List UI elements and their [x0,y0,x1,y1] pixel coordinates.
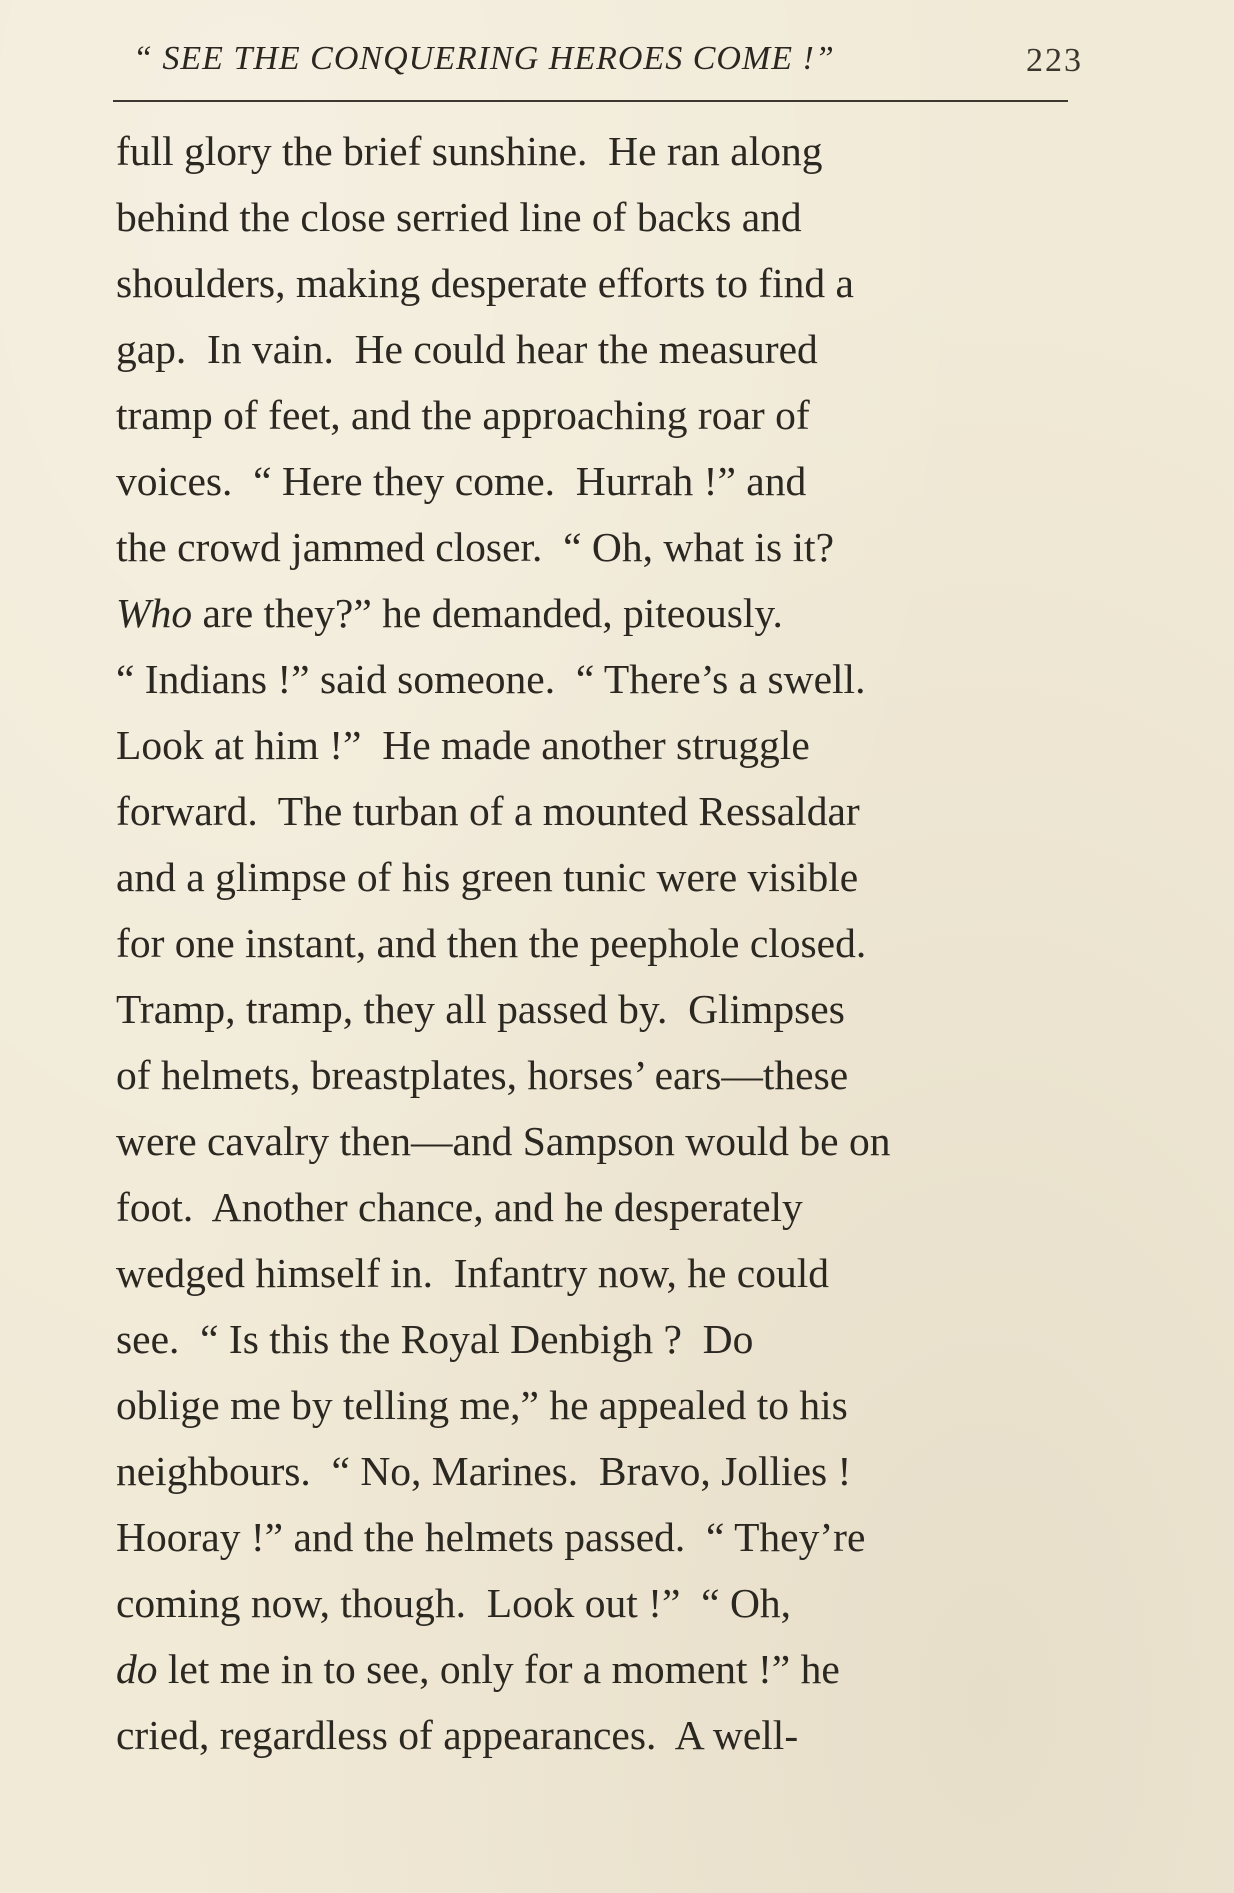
running-title: “ SEE THE CONQUERING HEROES COME !” [133,40,835,77]
text-segment: full glory the brief sunshine. He ran along [116,128,823,174]
text-segment: are they?” he demanded, piteously. [192,590,783,636]
text-segment: “ Indians !” said someone. “ There’s a swell. [116,656,866,702]
text-line [116,1372,1068,1438]
text-segment: Hooray !” and the helmets passed. “ They’re [116,1514,866,1560]
text-segment: oblige me by telling me,” he appealed to his [116,1382,848,1428]
body-text [116,118,1068,1768]
page-number: 223 [1026,42,1083,79]
text-line [116,1042,1068,1108]
text-line [116,778,1068,844]
text-segment: see. “ Is this the Royal Denbigh ? Do [116,1316,754,1362]
text-line [116,316,1068,382]
text-segment: Look at him !” He made another struggle [116,722,810,768]
text-line [116,1702,1068,1768]
italic-text: do [116,1646,158,1692]
text-line [116,646,1068,712]
text-segment: tramp of feet, and the approaching roar of [116,392,810,438]
text-line [116,1174,1068,1240]
header-rule [113,100,1068,102]
text-segment: shoulders, making desperate efforts to find a [116,260,854,306]
text-line [116,844,1068,910]
text-segment: neighbours. “ No, Marines. Bravo, Jollies ! [116,1448,852,1494]
text-line [116,1240,1068,1306]
text-line [116,1504,1068,1570]
text-segment: voices. “ Here they come. Hurrah !” and [116,458,807,504]
text-line [116,1306,1068,1372]
text-line [116,1570,1068,1636]
text-segment: and a glimpse of his green tunic were visible [116,854,859,900]
text-line [116,118,1068,184]
text-segment: Tramp, tramp, they all passed by. Glimpses [116,986,845,1032]
text-segment: the crowd jammed closer. “ Oh, what is it? [116,524,834,570]
text-line [116,910,1068,976]
text-line [116,712,1068,778]
text-line [116,448,1068,514]
text-line [116,250,1068,316]
page-header [113,40,1083,96]
text-segment: of helmets, breastplates, horses’ ears—these [116,1052,849,1098]
text-line [116,580,1068,646]
text-segment: let me in to see, only for a moment !” he [157,1646,840,1692]
text-line [116,184,1068,250]
text-line [116,514,1068,580]
text-segment: were cavalry then—and Sampson would be on [116,1118,891,1164]
text-line [116,382,1068,448]
text-segment: for one instant, and then the peephole closed. [116,920,867,966]
text-line [116,1108,1068,1174]
text-line [116,1636,1068,1702]
text-segment: wedged himself in. Infantry now, he could [116,1250,829,1296]
text-segment: forward. The turban of a mounted Ressaldar [116,788,860,834]
text-segment: cried, regardless of appearances. A well- [116,1712,799,1758]
text-segment: behind the close serried line of backs and [116,194,802,240]
text-segment: foot. Another chance, and he desperately [116,1184,803,1230]
text-segment: coming now, though. Look out !” “ Oh, [116,1580,792,1626]
text-line [116,1438,1068,1504]
text-line [116,976,1068,1042]
text-segment: gap. In vain. He could hear the measured [116,326,818,372]
italic-text: Who [116,590,193,636]
